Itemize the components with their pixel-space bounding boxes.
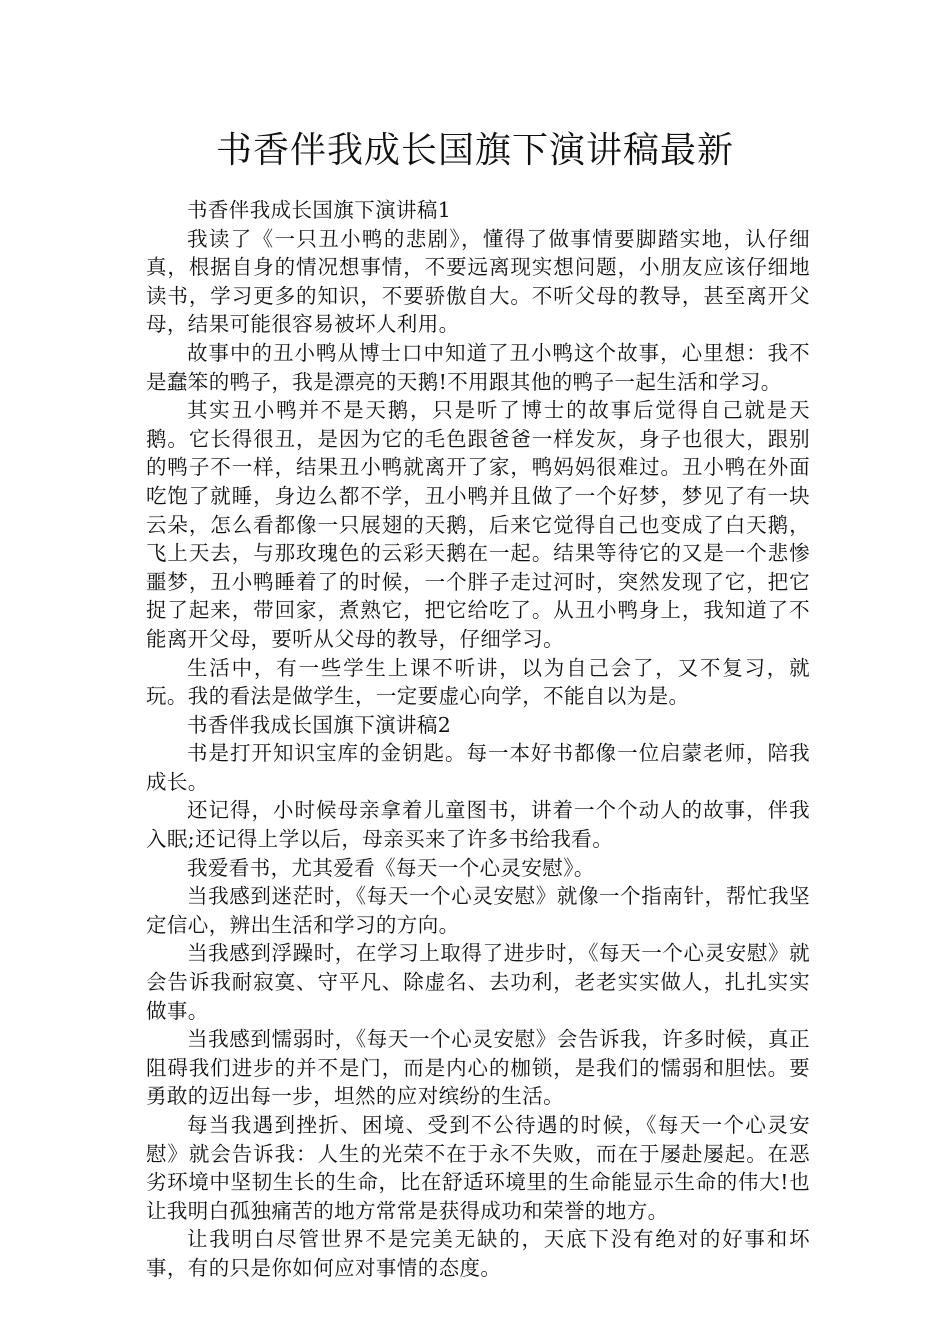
paragraph: 生活中，有一些学生上课不听讲，以为自己会了，又不复习，就玩。我的看法是做学生，一定要虚心向学，不能自以为是。 [146, 655, 810, 709]
paragraph: 我读了《一只丑小鸭的悲剧》，懂得了做事情要脚踏实地，认仔细真，根据自身的情况想事情，不要远离现实想问题，小朋友应该仔细地读书，学习更多的知识，不要骄傲自大。不听父母的教导，甚至离开父母，结果可能很容易被坏人利用。 [146, 226, 810, 337]
paragraph: 当我感到迷茫时，《每天一个心灵安慰》就像一个指南针，帮忙我坚定信心，辨出生活和学习的方向。 [146, 884, 810, 937]
paragraph: 当我感到浮躁时，在学习上取得了进步时，《每天一个心灵安慰》就会告诉我耐寂寞、守平凡、除虚名、去功利，老老实实做人，扎扎实实做事。 [146, 941, 810, 1023]
paragraph: 我爱看书，尤其爱看《每天一个心灵安慰》。 [187, 855, 595, 880]
document-body [146, 196, 810, 1283]
paragraph: 当我感到懦弱时，《每天一个心灵安慰》会告诉我，许多时候，真正阻碍我们进步的并不是门，而是内心的枷锁，是我们的懦弱和胆怯。要勇敢的迈出每一步，坦然的应对缤纷的生活。 [146, 1027, 810, 1109]
paragraph-heading-1: 书香伴我成长国旗下演讲稿1 [187, 198, 452, 222]
paragraph: 每当我遇到挫折、困境、受到不公待遇的时候，《每天一个心灵安慰》就会告诉我：人生的光荣不在于永不失败，而在于屡赴屡起。在恶劣环境中坚韧生长的生命，比在舒适环境里的生命能显示生命的伟大!也让我明白孤独痛苦的地方常常是获得成功和荣誉的地方。 [146, 1113, 810, 1223]
paragraph: 故事中的丑小鸭从博士口中知道了丑小鸭这个故事，心里想：我不是蠢笨的鸭子，我是漂亮的天鹅!不用跟其他的鸭子一起生活和学习。 [146, 340, 810, 394]
document-title: 书香伴我成长国旗下演讲稿最新 [215, 130, 734, 171]
paragraph: 书是打开知识宝库的金钥匙。每一本好书都像一位启蒙老师，陪我成长。 [146, 741, 810, 794]
paragraph: 还记得，小时候母亲拿着儿童图书，讲着一个个动人的故事，伴我入眠;还记得上学以后，母亲买来了许多书给我看。 [146, 798, 810, 852]
paragraph: 其实丑小鸭并不是天鹅，只是听了博士的故事后觉得自己就是天鹅。它长得很丑，是因为它的毛色跟爸爸一样发灰，身子也很大，跟别的鸭子不一样，结果丑小鸭就离开了家，鸭妈妈很难过。丑小鸭在外面吃饱了就睡，身边么都不学，丑小鸭并且做了一个好梦，梦见了有一块云朵，怎么看都像一只展翅的天鹅，后来它觉得自己也变成了白天鹅，飞上天去，与那玫瑰色的云彩天鹅在一起。结果等待它的又是一个悲惨噩梦，丑小鸭睡着了的时候，一个胖子走过河时，突然发现了它，把它捉了起来，带回家，煮熟它，把它给吃了。从丑小鸭身上，我知道了不能离开父母，要听从父母的教导，仔细学习。 [146, 398, 810, 651]
paragraph: 让我明白尽管世界不是完美无缺的，天底下没有绝对的好事和坏事，有的只是你如何应对事情的态度。 [146, 1227, 810, 1280]
paragraph-heading-2: 书香伴我成长国旗下演讲稿2 [187, 712, 452, 737]
